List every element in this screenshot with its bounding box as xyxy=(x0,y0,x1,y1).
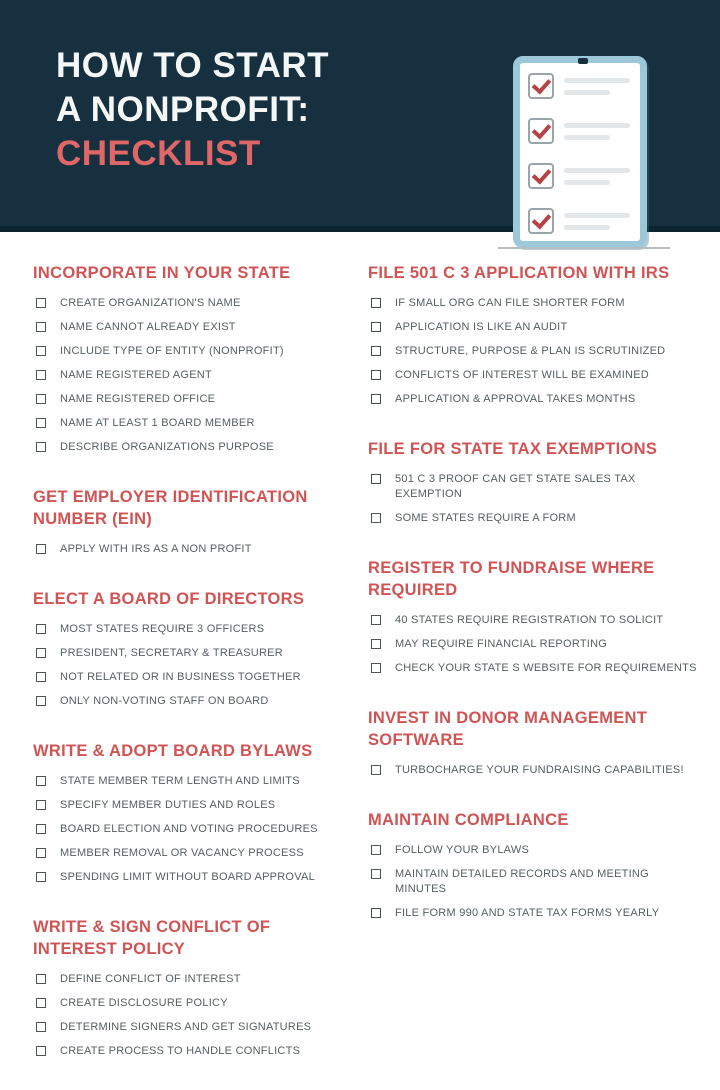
checklist-item xyxy=(33,846,354,861)
item-label: NOT RELATED OR IN BUSINESS TOGETHER xyxy=(60,671,301,683)
checkbox-icon xyxy=(371,615,381,625)
item-label: 40 STATES REQUIRE REGISTRATION TO SOLICIT xyxy=(395,614,664,626)
section-heading: WRITE & SIGN CONFLICT OF INTEREST POLICY xyxy=(33,918,271,958)
placeholder-line xyxy=(564,123,630,128)
item-label: 501 C 3 PROOF CAN GET STATE SALES TAX EXEMPTION xyxy=(395,473,636,500)
item-label: SOME STATES REQUIRE A FORM xyxy=(395,512,576,524)
placeholder-line xyxy=(564,90,610,95)
checklist-item xyxy=(33,416,354,431)
checklist-item xyxy=(33,870,354,885)
placeholder-line xyxy=(564,180,610,185)
section-items xyxy=(33,622,354,709)
checkbox-icon xyxy=(36,824,46,834)
item-label: MOST STATES REQUIRE 3 OFFICERS xyxy=(60,623,265,635)
placeholder-text-lines xyxy=(564,213,630,230)
item-label: APPLY WITH IRS AS A NON PROFIT xyxy=(60,543,252,555)
checklist-item xyxy=(33,368,354,383)
checkbox-icon xyxy=(371,474,381,484)
item-label: BOARD ELECTION AND VOTING PROCEDURES xyxy=(60,823,318,835)
clipboard-row xyxy=(528,208,630,234)
item-label: NAME AT LEAST 1 BOARD MEMBER xyxy=(60,417,255,429)
item-label: NAME REGISTERED OFFICE xyxy=(60,393,216,405)
item-label: STRUCTURE, PURPOSE & PLAN IS SCRUTINIZED xyxy=(395,345,666,357)
checkbox-icon xyxy=(371,513,381,523)
checklist-section xyxy=(368,707,702,778)
checklist-section xyxy=(368,557,702,676)
checklist-body xyxy=(33,262,710,1090)
section-items xyxy=(368,843,702,921)
checklist-item xyxy=(368,867,702,897)
checklist-section xyxy=(368,262,702,407)
checklist-item xyxy=(368,906,702,921)
section-heading: ELECT A BOARD OF DIRECTORS xyxy=(33,590,305,608)
checklist-item xyxy=(368,296,702,311)
item-label: DETERMINE SIGNERS AND GET SIGNATURES xyxy=(60,1021,312,1033)
checked-checkbox-icon xyxy=(528,73,554,99)
checklist-item xyxy=(368,661,702,676)
clipboard-shadow-line xyxy=(498,247,670,249)
checked-checkbox-icon xyxy=(528,208,554,234)
checkbox-icon xyxy=(36,624,46,634)
checklist-section xyxy=(33,588,354,709)
item-label: NAME CANNOT ALREADY EXIST xyxy=(60,321,236,333)
item-label: IF SMALL ORG CAN FILE SHORTER FORM xyxy=(395,297,625,309)
item-label: APPLICATION IS LIKE AN AUDIT xyxy=(395,321,568,333)
section-items xyxy=(368,763,702,778)
checklist-item xyxy=(33,320,354,335)
checklist-item xyxy=(33,344,354,359)
checklist-section xyxy=(33,916,354,1059)
checklist-item xyxy=(33,798,354,813)
item-label: NAME REGISTERED AGENT xyxy=(60,369,212,381)
checklist-item xyxy=(33,774,354,789)
checkbox-icon xyxy=(371,322,381,332)
clipboard-illustration xyxy=(513,56,647,248)
checklist-item xyxy=(368,472,702,502)
checkbox-icon xyxy=(36,800,46,810)
checkbox-icon xyxy=(371,639,381,649)
checked-checkbox-icon xyxy=(528,163,554,189)
checkbox-icon xyxy=(371,869,381,879)
checklist-section xyxy=(33,486,354,557)
item-label: ONLY NON-VOTING STAFF ON BOARD xyxy=(60,695,269,707)
checkbox-icon xyxy=(36,974,46,984)
checklist-item xyxy=(33,1020,354,1035)
checkbox-icon xyxy=(36,1022,46,1032)
checklist-item xyxy=(33,392,354,407)
item-label: CREATE PROCESS TO HANDLE CONFLICTS xyxy=(60,1045,301,1057)
checkbox-icon xyxy=(36,394,46,404)
section-items xyxy=(33,542,354,557)
section-heading: WRITE & ADOPT BOARD BYLAWS xyxy=(33,742,313,760)
item-label: PRESIDENT, SECRETARY & TREASURER xyxy=(60,647,283,659)
item-label: CHECK YOUR STATE S WEBSITE FOR REQUIREMENTS xyxy=(395,662,697,674)
page-title xyxy=(56,44,329,176)
checkbox-icon xyxy=(371,394,381,404)
section-items xyxy=(368,613,702,676)
checklist-section xyxy=(368,438,702,526)
item-label: FOLLOW YOUR BYLAWS xyxy=(395,844,530,856)
section-heading: INCORPORATE IN YOUR STATE xyxy=(33,264,291,282)
checklist-item xyxy=(33,822,354,837)
checklist-item xyxy=(33,996,354,1011)
placeholder-text-lines xyxy=(564,78,630,95)
item-label: CREATE DISCLOSURE POLICY xyxy=(60,997,228,1009)
placeholder-text-lines xyxy=(564,123,630,140)
checklist-item xyxy=(368,320,702,335)
title-line-2: A NONPROFIT: xyxy=(56,90,310,129)
checklist-section xyxy=(368,809,702,921)
section-items xyxy=(368,296,702,407)
checkbox-icon xyxy=(36,648,46,658)
clipboard-row xyxy=(528,163,630,189)
section-items xyxy=(33,972,354,1059)
checkmark-icon xyxy=(532,165,552,185)
checklist-item xyxy=(33,296,354,311)
checkbox-icon xyxy=(36,298,46,308)
checklist-item xyxy=(33,646,354,661)
checkbox-icon xyxy=(36,848,46,858)
checkmark-icon xyxy=(532,210,552,230)
checkbox-icon xyxy=(371,298,381,308)
checkbox-icon xyxy=(36,370,46,380)
placeholder-line xyxy=(564,168,630,173)
item-label: MAINTAIN DETAILED RECORDS AND MEETING MINUTES xyxy=(395,868,649,895)
checklist-item xyxy=(368,368,702,383)
item-label: INCLUDE TYPE OF ENTITY (NONPROFIT) xyxy=(60,345,284,357)
section-heading: MAINTAIN COMPLIANCE xyxy=(368,811,569,829)
checkbox-icon xyxy=(371,765,381,775)
checklist-item xyxy=(368,511,702,526)
title-line-1: HOW TO START xyxy=(56,46,330,85)
checkbox-icon xyxy=(36,418,46,428)
clipboard-row xyxy=(528,118,630,144)
checkbox-icon xyxy=(371,370,381,380)
checkmark-icon xyxy=(532,120,552,140)
item-label: DESCRIBE ORGANIZATIONS PURPOSE xyxy=(60,441,274,453)
checkbox-icon xyxy=(36,776,46,786)
checklist-item xyxy=(368,613,702,628)
checkbox-icon xyxy=(36,696,46,706)
clipboard-clip-icon xyxy=(578,58,588,64)
item-label: CONFLICTS OF INTEREST WILL BE EXAMINED xyxy=(395,369,649,381)
checkbox-icon xyxy=(36,672,46,682)
checkbox-icon xyxy=(36,998,46,1008)
checkbox-icon xyxy=(36,346,46,356)
checklist-item xyxy=(33,542,354,557)
checklist-item xyxy=(368,392,702,407)
item-label: STATE MEMBER TERM LENGTH AND LIMITS xyxy=(60,775,300,787)
placeholder-line xyxy=(564,78,630,83)
checkbox-icon xyxy=(371,845,381,855)
left-column xyxy=(33,262,368,1090)
section-heading: INVEST IN DONOR MANAGEMENT SOFTWARE xyxy=(368,709,648,749)
item-label: MAY REQUIRE FINANCIAL REPORTING xyxy=(395,638,608,650)
item-label: CREATE ORGANIZATION'S NAME xyxy=(60,297,241,309)
checklist-item xyxy=(33,670,354,685)
section-heading: FILE 501 C 3 APPLICATION WITH IRS xyxy=(368,264,670,282)
placeholder-line xyxy=(564,225,610,230)
checkbox-icon xyxy=(36,442,46,452)
checklist-item xyxy=(33,622,354,637)
placeholder-text-lines xyxy=(564,168,630,185)
checklist-section xyxy=(33,740,354,885)
checklist-section xyxy=(33,262,354,455)
section-items xyxy=(33,774,354,885)
checklist-item xyxy=(33,694,354,709)
checklist-item xyxy=(368,344,702,359)
section-items xyxy=(33,296,354,455)
checklist-item xyxy=(368,763,702,778)
checklist-item xyxy=(368,843,702,858)
checklist-item xyxy=(33,1044,354,1059)
checked-checkbox-icon xyxy=(528,118,554,144)
checkmark-icon xyxy=(532,75,552,95)
item-label: TURBOCHARGE YOUR FUNDRAISING CAPABILITIES! xyxy=(395,764,684,776)
checkbox-icon xyxy=(36,544,46,554)
checklist-item xyxy=(368,637,702,652)
title-line-3-accent: CHECKLIST xyxy=(56,134,261,173)
checkbox-icon xyxy=(36,322,46,332)
placeholder-line xyxy=(564,135,610,140)
item-label: MEMBER REMOVAL OR VACANCY PROCESS xyxy=(60,847,304,859)
section-heading: GET EMPLOYER IDENTIFICATION NUMBER (EIN) xyxy=(33,488,308,528)
checklist-item xyxy=(33,440,354,455)
section-heading: REGISTER TO FUNDRAISE WHERE REQUIRED xyxy=(368,559,655,599)
section-heading: FILE FOR STATE TAX EXEMPTIONS xyxy=(368,440,658,458)
placeholder-line xyxy=(564,213,630,218)
item-label: SPECIFY MEMBER DUTIES AND ROLES xyxy=(60,799,276,811)
item-label: APPLICATION & APPROVAL TAKES MONTHS xyxy=(395,393,636,405)
right-column xyxy=(368,262,710,1090)
checkbox-icon xyxy=(36,872,46,882)
item-label: FILE FORM 990 AND STATE TAX FORMS YEARLY xyxy=(395,907,660,919)
checkbox-icon xyxy=(371,908,381,918)
section-items xyxy=(368,472,702,526)
clipboard-row xyxy=(528,73,630,99)
item-label: DEFINE CONFLICT OF INTEREST xyxy=(60,973,241,985)
item-label: SPENDING LIMIT WITHOUT BOARD APPROVAL xyxy=(60,871,315,883)
checklist-item xyxy=(33,972,354,987)
clipboard-rows xyxy=(528,73,630,253)
checkbox-icon xyxy=(371,346,381,356)
checkbox-icon xyxy=(371,663,381,673)
